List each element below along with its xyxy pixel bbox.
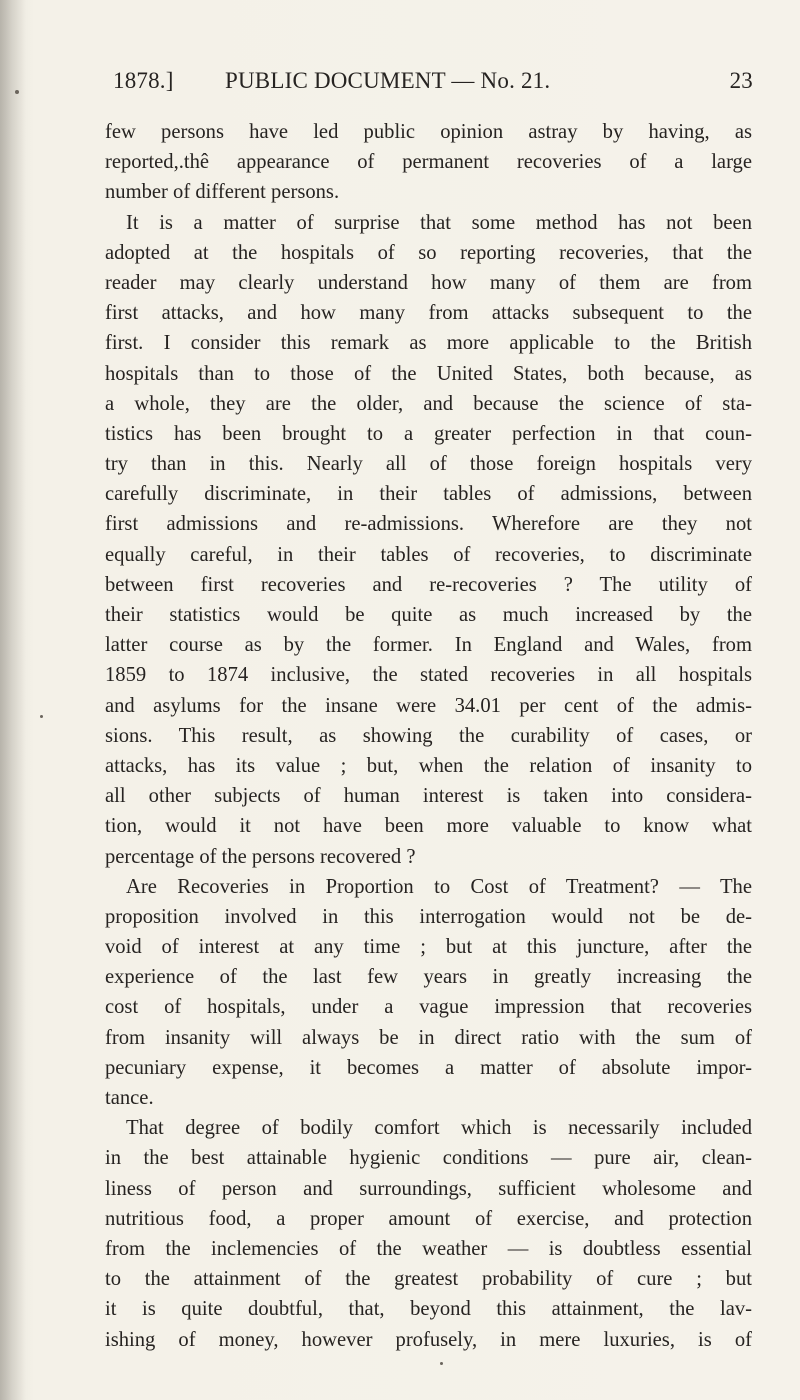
text-line: adopted at the hospitals of so reporting recoveries, that the [105,241,752,264]
text-line: latter course as by the former. In England and Wales, from [105,634,752,657]
text-line: all other subjects of human interest is taken into considera- [105,785,752,808]
text-line: proposition involved in this interrogation would not be de- [105,905,752,928]
text-line: attacks, has its value ; but, when the relation of insanity to [105,754,752,777]
text-line: to the attainment of the greatest probability of cure ; but [105,1268,752,1291]
page-speck [40,715,43,718]
text-line: liness of person and surroundings, sufficient wholesome and [105,1177,752,1200]
running-header [113,68,753,102]
page-speck [440,1362,443,1365]
text-line: tance. [105,1087,154,1109]
text-line: carefully discriminate, in their tables of admissions, between [105,483,752,506]
text-line: Are Recoveries in Proportion to Cost of Treatment? — The [126,875,752,898]
text-line: few persons have led public opinion astray by having, as [105,121,752,143]
text-line: hospitals than to those of the United States, both because, as [105,362,752,385]
page-edge-shadow [0,0,26,1400]
text-line: first. I consider this remark as more applicable to the British [105,332,752,355]
text-line: try than in this. Nearly all of those foreign hospitals very [105,453,752,476]
text-line: tistics has been brought to a greater perfection in that coun- [105,422,752,445]
page-number: 23 [729,68,753,93]
text-line: It is a matter of surprise that some method has not been [126,211,752,234]
text-line: between first recoveries and re-recoveries ? The utility of [105,573,752,596]
text-line: it is quite doubtful, that, beyond this attainment, the lav- [105,1298,752,1321]
text-line: in the best attainable hygienic conditions — pure air, clean- [105,1147,752,1170]
text-line: and asylums for the insane were 34.01 per cent of the admis- [105,694,752,717]
text-line: ishing of money, however profusely, in mere luxuries, is of [105,1328,752,1351]
text-line: percentage of the persons recovered ? [105,845,416,868]
text-line: their statistics would be quite as much increased by the [105,604,752,626]
text-line: 1859 to 1874 inclusive, the stated recoveries in all hospitals [105,664,752,687]
body-text [105,117,752,1355]
header-title: PUBLIC DOCUMENT — No. 21. [225,68,551,93]
text-line: a whole, they are the older, and because the science of sta- [105,392,752,415]
text-line: void of interest at any time ; but at this juncture, after the [105,936,752,959]
page-speck [15,90,19,94]
text-line: cost of hospitals, under a vague impression that recoveries [105,996,752,1019]
text-line: tion, would it not have been more valuable to know what [105,815,752,838]
text-line: reader may clearly understand how many of them are from [105,271,752,294]
text-line: number of different persons. [105,181,340,204]
text-line: sions. This result, as showing the curability of cases, or [105,724,752,747]
text-line: from insanity will always be in direct ratio with the sum of [105,1026,752,1049]
text-line: experience of the last few years in greatly increasing the [105,966,752,989]
text-line: reported,.thê appearance of permanent recoveries of a large [105,151,752,174]
text-line: from the inclemencies of the weather — is doubtless essential [105,1237,752,1260]
text-line: That degree of bodily comfort which is necessarily included [126,1117,752,1140]
text-line: nutritious food, a proper amount of exercise, and protection [105,1207,752,1230]
header-year: 1878.] [113,68,174,93]
text-line: first attacks, and how many from attacks subsequent to the [105,302,752,325]
text-line: pecuniary expense, it becomes a matter of absolute impor- [105,1056,752,1079]
text-line: equally careful, in their tables of recoveries, to discriminate [105,543,752,566]
text-line: first admissions and re-admissions. Wherefore are they not [105,513,752,536]
